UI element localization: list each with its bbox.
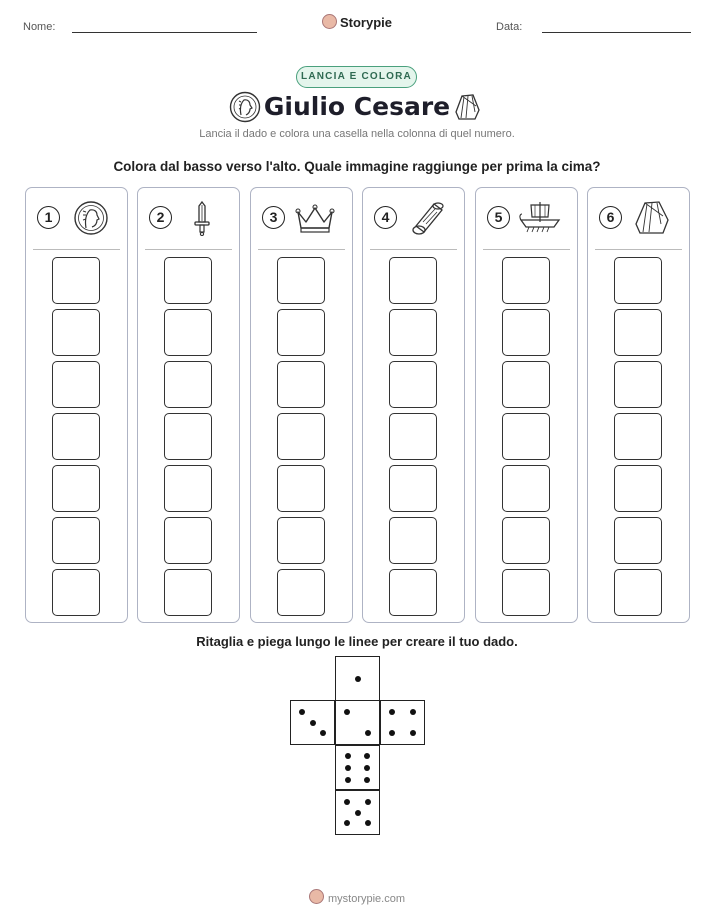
color-box[interactable] <box>614 569 662 616</box>
pip <box>355 676 361 682</box>
crown-icon <box>294 200 336 236</box>
page-title: Giulio Cesare <box>263 92 451 121</box>
storypie-logo-icon <box>322 14 337 29</box>
color-box[interactable] <box>52 361 100 408</box>
color-box[interactable] <box>389 569 437 616</box>
color-box[interactable] <box>277 361 325 408</box>
color-box[interactable] <box>277 465 325 512</box>
pip <box>355 810 361 816</box>
die-face-4 <box>380 700 425 745</box>
brand-name: Storypie <box>339 15 392 30</box>
color-box[interactable] <box>277 309 325 356</box>
column-3 <box>250 187 353 623</box>
pip <box>345 765 351 771</box>
column-4 <box>362 187 465 623</box>
color-box[interactable] <box>614 361 662 408</box>
color-box[interactable] <box>164 361 212 408</box>
column-number: 5 <box>487 206 510 229</box>
pip <box>345 777 351 783</box>
pip <box>364 765 370 771</box>
color-box[interactable] <box>502 517 550 564</box>
subtitle: Lancia il dado e colora una casella nella colonna di quel numero. <box>199 128 515 140</box>
color-box[interactable] <box>164 465 212 512</box>
name-line[interactable] <box>72 32 257 33</box>
separator <box>258 249 345 250</box>
pip <box>410 730 416 736</box>
date-line[interactable] <box>542 32 691 33</box>
color-box[interactable] <box>52 309 100 356</box>
color-box[interactable] <box>277 517 325 564</box>
column-number: 4 <box>374 206 397 229</box>
color-box[interactable] <box>389 257 437 304</box>
pip <box>299 709 305 715</box>
column-6 <box>587 187 690 623</box>
separator <box>483 249 570 250</box>
color-box[interactable] <box>614 309 662 356</box>
color-box[interactable] <box>52 465 100 512</box>
pip <box>320 730 326 736</box>
column-5 <box>475 187 578 623</box>
color-box[interactable] <box>52 257 100 304</box>
die-face-2 <box>335 700 380 745</box>
color-box[interactable] <box>389 309 437 356</box>
color-box[interactable] <box>502 465 550 512</box>
storypie-logo-icon <box>309 889 324 904</box>
scroll-icon <box>406 200 448 236</box>
footer-url[interactable]: mystorypie.com <box>327 893 406 905</box>
separator <box>370 249 457 250</box>
color-box[interactable] <box>389 361 437 408</box>
brand <box>0 14 714 30</box>
color-box[interactable] <box>277 413 325 460</box>
pip <box>365 730 371 736</box>
color-box[interactable] <box>502 569 550 616</box>
color-box[interactable] <box>52 517 100 564</box>
separator <box>145 249 232 250</box>
column-number: 2 <box>149 206 172 229</box>
instruction: Colora dal basso verso l'alto. Quale immagine raggiunge per prima la cima? <box>113 159 601 174</box>
pip <box>365 799 371 805</box>
name-label: Nome: <box>23 21 56 33</box>
column-number: 3 <box>262 206 285 229</box>
die-face-3 <box>290 700 335 745</box>
pip <box>344 799 350 805</box>
color-box[interactable] <box>277 257 325 304</box>
color-box[interactable] <box>52 569 100 616</box>
column-number: 1 <box>37 206 60 229</box>
pip <box>310 720 316 726</box>
toga-icon <box>631 200 673 236</box>
footer <box>0 889 714 905</box>
column-1 <box>25 187 128 623</box>
activity-badge: LANCIA E COLORA <box>296 66 417 88</box>
color-box[interactable] <box>164 517 212 564</box>
color-box[interactable] <box>502 309 550 356</box>
color-box[interactable] <box>164 413 212 460</box>
color-box[interactable] <box>614 257 662 304</box>
color-box[interactable] <box>502 361 550 408</box>
die-face-5 <box>335 790 380 835</box>
color-box[interactable] <box>614 413 662 460</box>
color-box[interactable] <box>277 569 325 616</box>
galley-ship-icon <box>519 200 561 236</box>
color-box[interactable] <box>164 309 212 356</box>
color-box[interactable] <box>614 517 662 564</box>
color-box[interactable] <box>502 257 550 304</box>
separator <box>33 249 120 250</box>
color-box[interactable] <box>389 413 437 460</box>
pip <box>345 753 351 759</box>
laurel-coin-icon <box>69 200 111 236</box>
date-label: Data: <box>496 21 523 33</box>
die-net <box>290 656 425 836</box>
color-box[interactable] <box>389 517 437 564</box>
separator <box>595 249 682 250</box>
die-face-6 <box>335 745 380 790</box>
column-number: 6 <box>599 206 622 229</box>
pip <box>344 820 350 826</box>
sword-icon <box>181 200 223 236</box>
pip <box>364 777 370 783</box>
pip <box>344 709 350 715</box>
pip <box>364 753 370 759</box>
column-2 <box>137 187 240 623</box>
die-face-1 <box>335 656 380 701</box>
pip <box>365 820 371 826</box>
color-box[interactable] <box>614 465 662 512</box>
pip <box>389 709 395 715</box>
color-box[interactable] <box>52 413 100 460</box>
color-box[interactable] <box>502 413 550 460</box>
cut-instruction: Ritaglia e piega lungo le linee per creare il tuo dado. <box>196 634 518 649</box>
toga-icon <box>453 92 483 122</box>
color-box[interactable] <box>164 257 212 304</box>
color-box[interactable] <box>389 465 437 512</box>
color-box[interactable] <box>164 569 212 616</box>
pip <box>389 730 395 736</box>
pip <box>410 709 416 715</box>
